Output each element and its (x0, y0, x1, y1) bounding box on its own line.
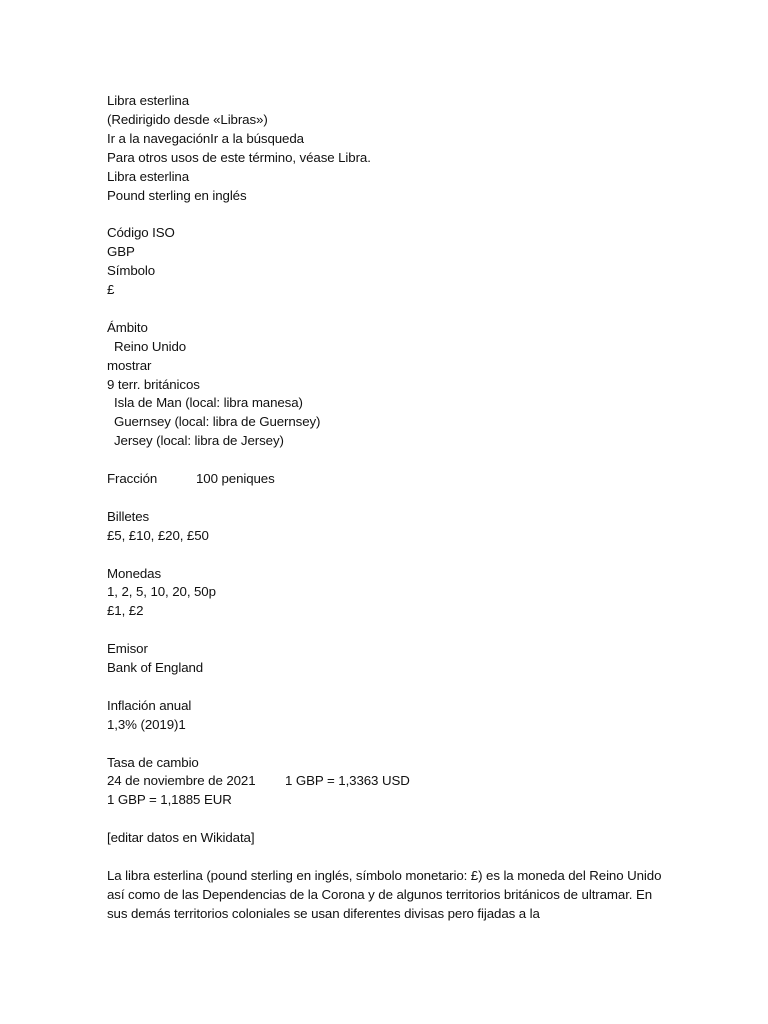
iso-label: Código ISO (107, 225, 175, 241)
fraction-row (107, 470, 667, 489)
spacer (107, 300, 667, 319)
disambiguation-note: Para otros usos de este término, véase Libra. (107, 149, 371, 165)
issuer-label: Emisor (107, 641, 148, 657)
scope-toggle[interactable]: mostrar (107, 357, 152, 373)
spacer (107, 205, 667, 224)
symbol-value: £ (107, 282, 115, 298)
scope-label: Ámbito (107, 319, 148, 335)
spacer (107, 451, 667, 470)
exchange-row (107, 772, 667, 791)
scope-territory: Jersey (local: libra de Jersey) (114, 433, 284, 449)
exchange-usd: 1 GBP = 1,3363 USD (285, 773, 410, 789)
spacer (107, 735, 667, 754)
scope-main: Reino Unido (114, 338, 187, 354)
fraction-value: 100 peniques (196, 471, 275, 487)
wikidata-edit-link[interactable]: [editar datos en Wikidata] (107, 830, 255, 846)
intro-paragraph: La libra esterlina (pound sterling en inglés, símbolo monetario: £) es la moneda del Reino Unido así como de las Dependencias de la Corona y de algunos territorios británicos de ultramar. En sus demás territorios coloniales se usan diferentes divisas pero fijadas a la (107, 867, 662, 921)
inflation-label: Inflación anual (107, 697, 192, 713)
exchange-label: Tasa de cambio (107, 754, 199, 770)
scope-territory: Isla de Man (local: libra manesa) (114, 395, 303, 411)
infobox-subtitle: Pound sterling en inglés (107, 187, 247, 203)
spacer (107, 810, 667, 829)
spacer (107, 678, 667, 697)
issuer-value: Bank of England (107, 660, 204, 676)
banknotes-value: £5, £10, £20, £50 (107, 527, 209, 543)
inflation-value: 1,3% (2019)1 (107, 716, 186, 732)
spacer (107, 621, 667, 640)
exchange-date: 24 de noviembre de 2021 (107, 773, 256, 789)
spacer (107, 489, 667, 508)
banknotes-label: Billetes (107, 508, 150, 524)
infobox-title: Libra esterlina (107, 168, 190, 184)
scope-territory: Guernsey (local: libra de Guernsey) (114, 414, 321, 430)
coins-value: £1, £2 (107, 603, 144, 619)
coins-value: 1, 2, 5, 10, 20, 50p (107, 584, 216, 600)
spacer (107, 546, 667, 565)
nav-links[interactable]: Ir a la navegaciónIr a la búsqueda (107, 130, 304, 146)
article-content (107, 92, 667, 924)
redirect-note: (Redirigido desde «Libras») (107, 111, 268, 127)
spacer (107, 848, 667, 867)
article-title: Libra esterlina (107, 93, 190, 108)
exchange-eur: 1 GBP = 1,1885 EUR (107, 792, 232, 808)
coins-label: Monedas (107, 565, 162, 581)
fraction-label: Fracción (107, 471, 158, 487)
symbol-label: Símbolo (107, 263, 156, 279)
iso-value: GBP (107, 244, 135, 260)
scope-count: 9 terr. británicos (107, 376, 200, 392)
